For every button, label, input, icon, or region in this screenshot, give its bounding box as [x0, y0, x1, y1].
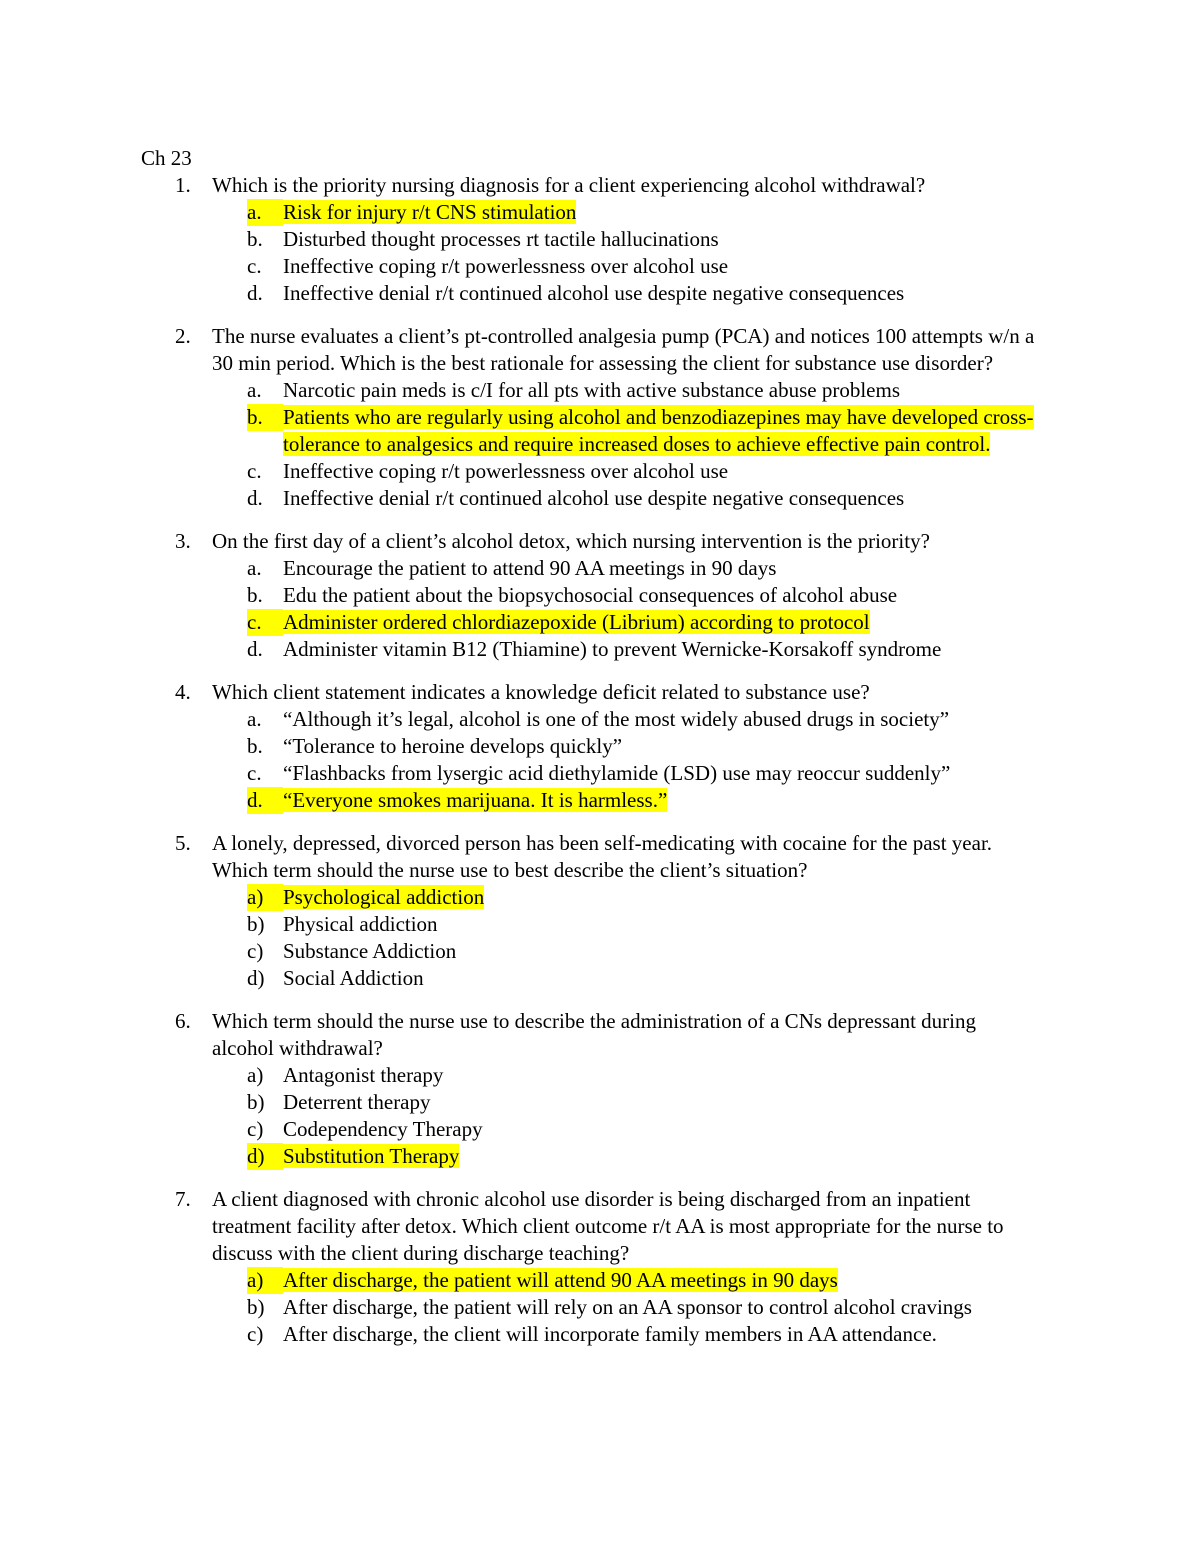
answer-option	[0, 1294, 1200, 1321]
option-text-block	[283, 226, 1058, 253]
answer-option	[0, 458, 1200, 485]
question-text: Which client statement indicates a knowledge deficit related to substance use?	[212, 680, 870, 704]
question-text: On the first day of a client’s alcohol detox, which nursing intervention is the priority?	[212, 529, 930, 553]
option-text-block	[283, 555, 1058, 582]
answer-option-highlighted	[0, 884, 1200, 911]
option-text: Disturbed thought processes rt tactile hallucinations	[283, 227, 719, 251]
option-letter: a.	[247, 556, 262, 580]
option-text-block	[283, 733, 1058, 760]
question-text: A lonely, depressed, divorced person has been self-medicating with cocaine for the past year. Which term should the nurse use to best describe the client’s situation?	[212, 831, 993, 882]
question-number: 6.	[175, 1009, 191, 1033]
answer-option	[0, 555, 1200, 582]
option-letter: a.	[247, 378, 262, 402]
option-text-block	[283, 485, 1058, 512]
question-number: 5.	[175, 831, 191, 855]
option-letter: b)	[247, 912, 265, 936]
option-text-block	[283, 1062, 1058, 1089]
option-text: Ineffective coping r/t powerlessness over alcohol use	[283, 459, 729, 483]
option-letter: b.	[247, 734, 263, 758]
answer-option-highlighted	[0, 404, 1200, 458]
option-letter: a.	[247, 200, 262, 224]
option-letter: c)	[247, 1322, 264, 1346]
option-text-block	[283, 280, 1058, 307]
option-letter: c.	[247, 459, 262, 483]
option-letter: c)	[247, 1117, 264, 1141]
option-letter: a)	[247, 1268, 264, 1292]
question-text: The nurse evaluates a client’s pt-controlled analgesia pump (PCA) and notices 100 attempts w/n a 30 min period. Which is the best rationale for assessing the client for substance use disorder?	[212, 324, 1035, 375]
question-item	[0, 1186, 1200, 1348]
question-item	[0, 1008, 1200, 1170]
option-text-block	[283, 1267, 1058, 1294]
option-text-block	[283, 253, 1058, 280]
option-text: “Everyone smokes marijuana. It is harmless.”	[283, 788, 668, 812]
option-letter: d)	[247, 1144, 265, 1168]
question-text: Which term should the nurse use to describe the administration of a CNs depressant during alcohol withdrawal?	[212, 1009, 976, 1060]
option-text-block	[283, 760, 1058, 787]
option-text: After discharge, the client will incorporate family members in AA attendance.	[283, 1322, 937, 1346]
option-text: Antagonist therapy	[283, 1063, 444, 1087]
option-letter: b.	[247, 227, 263, 251]
answer-option	[0, 760, 1200, 787]
answer-option	[0, 253, 1200, 280]
answer-option	[0, 377, 1200, 404]
option-text-block	[283, 965, 1058, 992]
option-letter: d.	[247, 486, 263, 510]
option-letter: c)	[247, 939, 264, 963]
answer-option	[0, 226, 1200, 253]
answer-option	[0, 911, 1200, 938]
option-text-block	[283, 1116, 1058, 1143]
answer-option	[0, 965, 1200, 992]
option-text: Physical addiction	[283, 912, 438, 936]
option-text: Ineffective coping r/t powerlessness over alcohol use	[283, 254, 729, 278]
answer-option-highlighted	[0, 199, 1200, 226]
option-text: Social Addiction	[283, 966, 424, 990]
question-number: 1.	[175, 173, 191, 197]
option-text: Ineffective denial r/t continued alcohol use despite negative consequences	[283, 281, 905, 305]
option-text: Narcotic pain meds is c/I for all pts with active substance abuse problems	[283, 378, 900, 402]
option-letter: b)	[247, 1090, 265, 1114]
option-text-block	[283, 636, 1058, 663]
question-item	[0, 323, 1200, 512]
option-letter: c.	[247, 254, 262, 278]
question-item	[0, 679, 1200, 814]
option-text: “Flashbacks from lysergic acid diethylamide (LSD) use may reoccur suddenly”	[283, 761, 951, 785]
question-item	[0, 172, 1200, 307]
option-letter: c.	[247, 761, 262, 785]
answer-option	[0, 1062, 1200, 1089]
answer-option-highlighted	[0, 787, 1200, 814]
option-text: “Tolerance to heroine develops quickly”	[283, 734, 623, 758]
option-letter: d.	[247, 637, 263, 661]
answer-option	[0, 1116, 1200, 1143]
chapter-heading: Ch 23	[141, 146, 192, 170]
answer-option	[0, 280, 1200, 307]
option-text-block	[283, 1321, 1058, 1348]
option-letter: b.	[247, 405, 263, 429]
option-text-block	[283, 377, 1058, 404]
option-text-block	[283, 884, 1058, 911]
question-text: Which is the priority nursing diagnosis for a client experiencing alcohol withdrawal?	[212, 173, 926, 197]
option-text: Substance Addiction	[283, 939, 457, 963]
option-text-block	[283, 458, 1058, 485]
option-letter: d.	[247, 788, 263, 812]
option-letter: b.	[247, 583, 263, 607]
question-number: 4.	[175, 680, 191, 704]
option-text-block	[283, 582, 1058, 609]
option-text-block	[283, 938, 1058, 965]
option-text: “Although it’s legal, alcohol is one of the most widely abused drugs in society”	[283, 707, 950, 731]
option-text-block	[283, 1294, 1058, 1321]
option-text: Administer ordered chlordiazepoxide (Librium) according to protocol	[283, 610, 870, 634]
answer-option	[0, 485, 1200, 512]
option-text: Deterrent therapy	[283, 1090, 431, 1114]
answer-option	[0, 636, 1200, 663]
answer-option-highlighted	[0, 609, 1200, 636]
answer-option-highlighted	[0, 1267, 1200, 1294]
answer-option	[0, 1089, 1200, 1116]
question-item	[0, 528, 1200, 663]
question-number: 3.	[175, 529, 191, 553]
option-text-block	[283, 911, 1058, 938]
option-letter: a)	[247, 1063, 264, 1087]
question-list	[0, 172, 1200, 1364]
option-text-block	[283, 199, 1058, 226]
question-item	[0, 830, 1200, 992]
answer-option	[0, 938, 1200, 965]
option-text: Administer vitamin B12 (Thiamine) to prevent Wernicke-Korsakoff syndrome	[283, 637, 942, 661]
option-text-block	[283, 1089, 1058, 1116]
option-letter: d.	[247, 281, 263, 305]
option-text: Edu the patient about the biopsychosocial consequences of alcohol abuse	[283, 583, 898, 607]
option-text: Risk for injury r/t CNS stimulation	[283, 200, 577, 224]
option-text: Encourage the patient to attend 90 AA meetings in 90 days	[283, 556, 777, 580]
option-letter: a.	[247, 707, 262, 731]
answer-option	[0, 582, 1200, 609]
option-text: Patients who are regularly using alcohol and benzodiazepines may have developed cross-tolerance to analgesics and require increased doses to achieve effective pain control.	[283, 405, 1034, 456]
option-text-block	[283, 404, 1058, 458]
question-text: A client diagnosed with chronic alcohol use disorder is being discharged from an inpatient treatment facility after detox. Which client outcome r/t AA is most appropriate for the nurse to discuss with the client during discharge teaching?	[212, 1187, 1004, 1265]
option-text: Codependency Therapy	[283, 1117, 483, 1141]
option-text: Substitution Therapy	[283, 1144, 460, 1168]
option-letter: d)	[247, 966, 265, 990]
answer-option	[0, 733, 1200, 760]
option-letter: b)	[247, 1295, 265, 1319]
option-text: After discharge, the patient will attend 90 AA meetings in 90 days	[283, 1268, 838, 1292]
answer-option	[0, 706, 1200, 733]
option-letter: c.	[247, 610, 262, 634]
option-text-block	[283, 787, 1058, 814]
answer-option-highlighted	[0, 1143, 1200, 1170]
option-text-block	[283, 609, 1058, 636]
question-number: 2.	[175, 324, 191, 348]
option-text: Psychological addiction	[283, 885, 485, 909]
option-text: After discharge, the patient will rely on an AA sponsor to control alcohol cravings	[283, 1295, 972, 1319]
option-text-block	[283, 1143, 1058, 1170]
option-text: Ineffective denial r/t continued alcohol use despite negative consequences	[283, 486, 905, 510]
answer-option	[0, 1321, 1200, 1348]
question-number: 7.	[175, 1187, 191, 1211]
option-letter: a)	[247, 885, 264, 909]
option-text-block	[283, 706, 1058, 733]
